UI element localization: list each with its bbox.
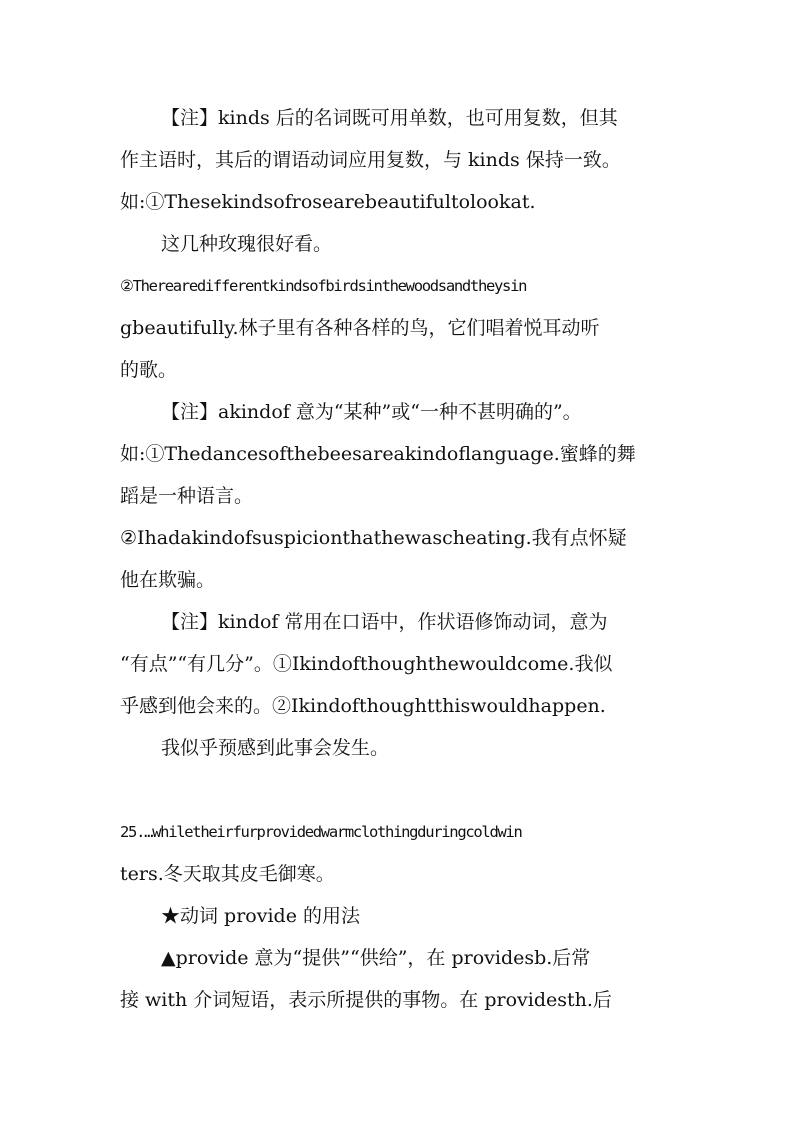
translation-line: ters.冬天取其皮毛御寒。	[120, 863, 335, 885]
example-line: “有点”“有几分”。①Ikindofthoughthewouldcome.我似	[120, 653, 613, 675]
note-line: 【注】kindof 常用在口语中，作状语修饰动词，意为	[161, 611, 608, 633]
example-line: 如:①Thedancesofthebeesareakindoflanguage.蜜蜂的舞	[120, 443, 636, 465]
paragraph-line: 【注】kinds 后的名词既可用单数，也可用复数，但其	[161, 107, 618, 129]
example-line: ②Ihadakindofsuspicionthathewascheating.我有点怀疑	[120, 527, 627, 549]
paragraph-line: ▲provide 意为“提供”“供给”，在 providesb.后常	[161, 947, 591, 969]
subsection-title: ★动词 provide 的用法	[161, 905, 360, 927]
example-line: 如:①Thesekindsofrosearebeautifultolookat.	[120, 191, 536, 213]
example-line: gbeautifully.林子里有各种各样的鸟，它们唱着悦耳动听	[120, 317, 600, 339]
translation-line: 的歌。	[120, 359, 178, 381]
example-line: ②Therearedifferentkindsofbirdsinthewoodsandtheysin	[120, 277, 527, 295]
paragraph-line: 作主语时，其后的谓语动词应用复数，与 kinds 保持一致。	[120, 149, 621, 171]
translation-line: 我似乎预感到此事会发生。	[161, 737, 390, 759]
note-line: 【注】akindof 意为“某种”或“一种不甚明确的”。	[161, 401, 582, 423]
translation-line: 他在欺骗。	[120, 569, 216, 591]
translation-line: 这几种玫瑰很好看。	[161, 233, 333, 255]
paragraph-line: 接 with 介词短语，表示所提供的事物。在 providesth.后	[120, 989, 612, 1011]
translation-line: 蹈是一种语言。	[120, 485, 254, 507]
section-heading-line: 25.…whiletheirfurprovidedwarmclothingduringcoldwin	[120, 823, 522, 841]
example-line: 乎感到他会来的。②Ikindofthoughtthiswouldhappen.	[120, 695, 606, 717]
